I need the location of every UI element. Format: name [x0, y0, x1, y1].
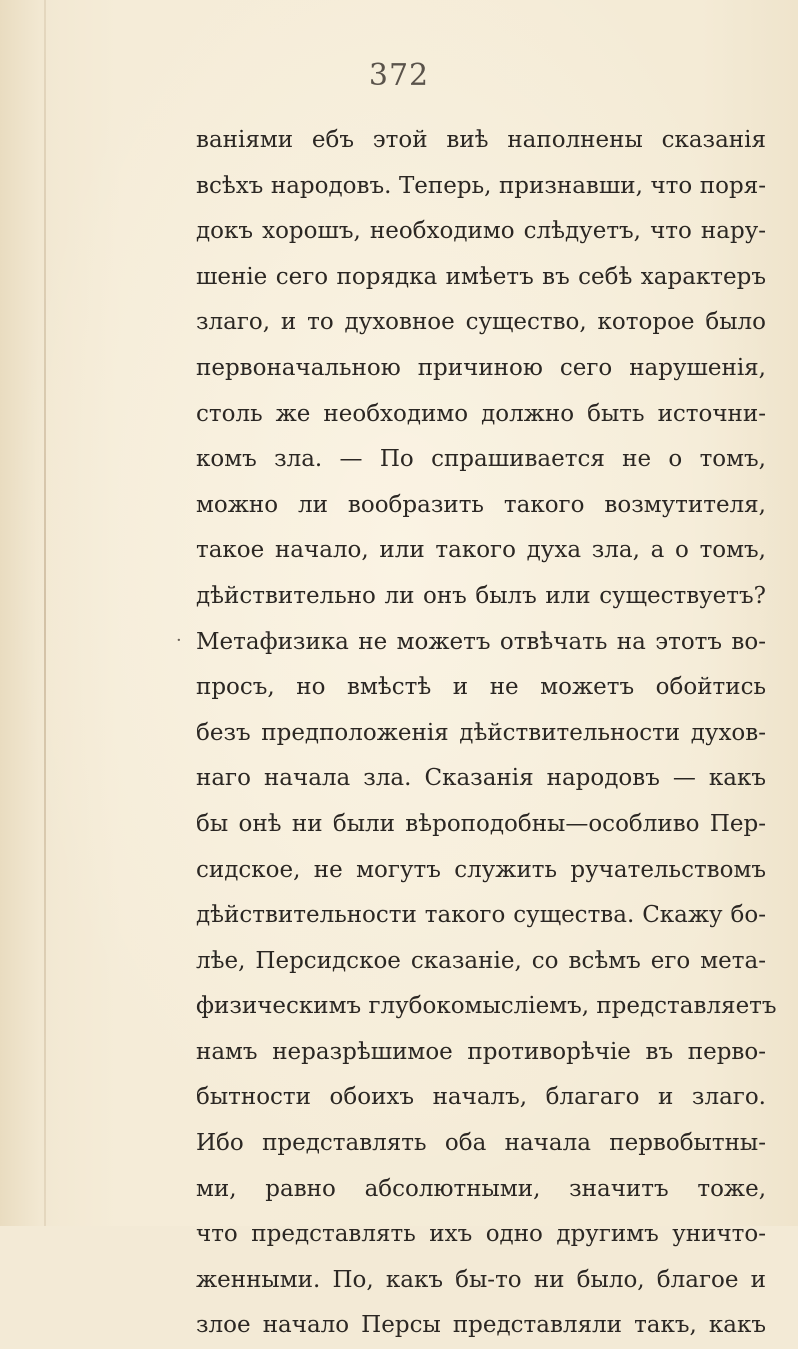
- text-line: шеніе сего порядка имѣетъ въ себѣ характеръ: [196, 263, 766, 290]
- text-line: бы онѣ ни были вѣроподобны—особливо Пер-: [196, 810, 766, 837]
- text-line: такое начало, или такого духа зла, а о томъ,: [196, 537, 766, 564]
- text-line: бытности обоихъ началъ, благаго и злаго.: [196, 1084, 766, 1111]
- text-line: столь же необходимо должно быть источни-: [196, 400, 766, 427]
- text-line: докъ хорошъ, необходимо слѣдуетъ, что нару-: [196, 218, 766, 245]
- text-line: дѣйствительно ли онъ былъ или существуетъ?: [196, 582, 766, 609]
- page-gutter: [44, 0, 46, 1226]
- text-line: Ибо представлять оба начала первобытны-: [196, 1130, 766, 1157]
- text-line: лѣе, Персидское сказаніе, со всѣмъ его мета-: [196, 947, 766, 974]
- text-line: безъ предположенія дѣйствительности духов-: [196, 719, 766, 746]
- margin-mark: ·: [176, 630, 182, 651]
- page-number: 372: [368, 58, 430, 93]
- text-line: сидское, не могутъ служить ручательствомъ: [196, 856, 766, 883]
- text-line: намъ неразрѣшимое противорѣчіе въ перво-: [196, 1038, 766, 1065]
- text-line: ваніями ебъ этой виѣ наполнены сказанія: [196, 127, 766, 153]
- text-line: можно ли вообразить такого возмутителя,: [196, 491, 766, 518]
- body-text: [196, 118, 777, 1349]
- text-line: злое начало Персы представляли такъ, какъ: [196, 1312, 766, 1339]
- text-line: комъ зла. — По спрашивается не о томъ,: [196, 446, 766, 473]
- text-line: что представлять ихъ одно другимъ уничто-: [196, 1221, 766, 1248]
- text-line: первоначальною причиною сего нарушенія,: [196, 354, 766, 381]
- text-line: физическимъ глубокомысліемъ, представляетъ: [196, 993, 777, 1020]
- text-line: наго начала зла. Сказанія народовъ — какъ: [196, 765, 766, 792]
- text-line: женными. По, какъ бы-то ни было, благое и: [196, 1266, 766, 1293]
- text-line: всѣхъ народовъ. Теперь, признавши, что поря-: [196, 172, 766, 199]
- text-line: просъ, но вмѣстѣ и не можетъ обойтись: [196, 674, 766, 701]
- text-line: дѣйствительности такого существа. Скажу бо-: [196, 902, 766, 929]
- text-line: Метафизика не можетъ отвѣчать на этотъ во-: [196, 628, 766, 655]
- text-line: злаго, и то духовное существо, которое было: [196, 309, 766, 336]
- text-line: ми, равно абсолютными, значитъ тоже,: [196, 1175, 766, 1202]
